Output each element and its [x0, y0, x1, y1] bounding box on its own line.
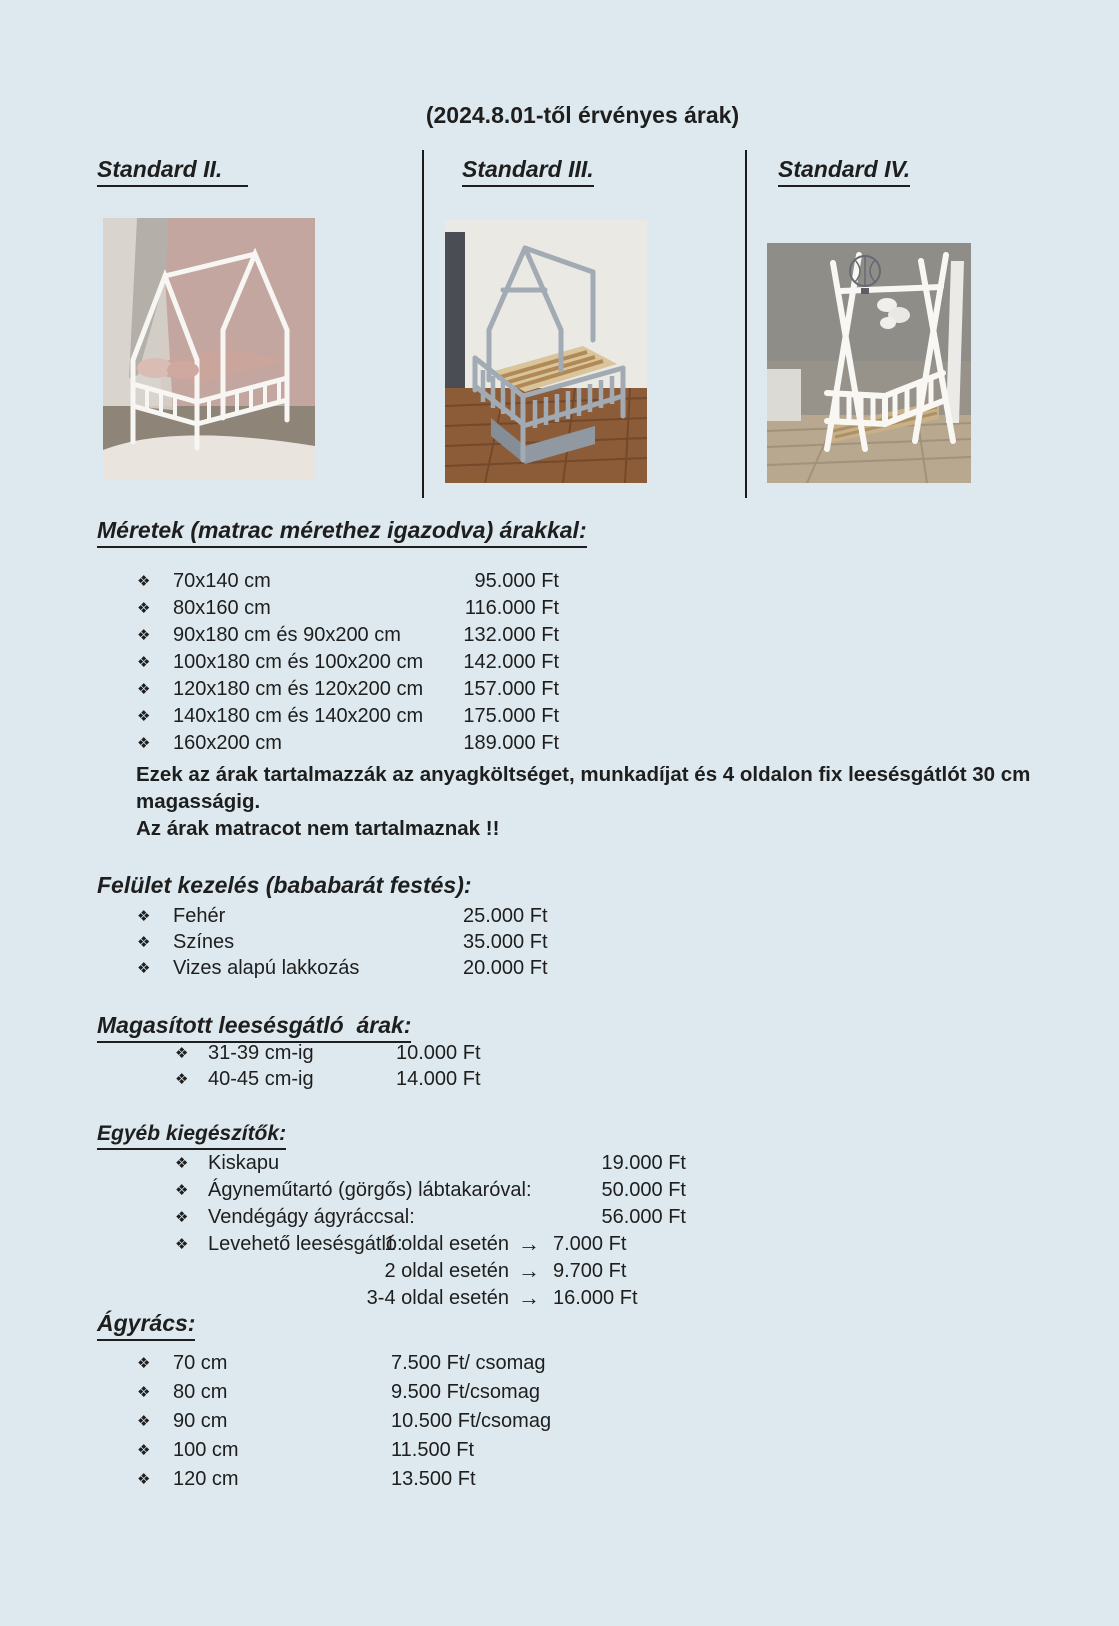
removable-rail-label: Levehető leesésgátló:: [208, 1233, 403, 1255]
page-title: (2024.8.01-től érvényes árak): [425, 102, 740, 128]
size-label: 100x180 cm és 100x200 cm: [173, 651, 424, 673]
surface-price: 25.000 Ft: [463, 905, 548, 927]
bullet-icon: ❖: [175, 1045, 189, 1062]
standard-iii-bed-photo: [445, 220, 647, 483]
bullet-icon: ❖: [137, 573, 151, 590]
column-header-standard-2: Standard II.: [97, 156, 248, 187]
bullet-icon: ❖: [137, 960, 151, 977]
size-label: 120x180 cm és 120x200 cm: [173, 678, 424, 700]
surface-row: [97, 957, 1077, 984]
arrow-icon: →: [518, 1231, 540, 1256]
bullet-icon: ❖: [175, 1209, 189, 1226]
removable-rail-option-row: [97, 1287, 1077, 1314]
price-includes-note: Ezek az árak tartalmazzák az anyagköltséget, munkadíjat és 4 oldalon fix leesésgátlót 30 cm magasságig.: [136, 763, 1031, 813]
surface-label: Vizes alapú lakkozás: [173, 957, 360, 979]
standard-iv-bed-photo: [767, 243, 971, 483]
extras-price: 19.000 Ft: [601, 1152, 686, 1174]
bed-base-label: 120 cm: [173, 1468, 239, 1490]
bullet-icon: ❖: [137, 1471, 151, 1488]
bed-base-price: 13.500 Ft: [391, 1468, 476, 1490]
bullet-icon: ❖: [137, 708, 151, 725]
size-price: 132.000 Ft: [463, 624, 559, 646]
removable-option-price: 16.000 Ft: [553, 1287, 638, 1309]
bullet-icon: ❖: [175, 1182, 189, 1199]
extras-row: [97, 1179, 1077, 1206]
size-row: [97, 624, 1077, 651]
column-divider-1: [422, 150, 424, 498]
size-row: [97, 705, 1077, 732]
arrow-icon: →: [518, 1285, 540, 1310]
bullet-icon: ❖: [175, 1155, 189, 1172]
no-mattress-note: Az árak matracot nem tartalmaznak !!: [136, 817, 500, 840]
size-label: 140x180 cm és 140x200 cm: [173, 705, 424, 727]
bullet-icon: ❖: [137, 908, 151, 925]
raised-rail-price: 10.000 Ft: [396, 1042, 481, 1064]
bullet-icon: ❖: [137, 681, 151, 698]
bed-base-label: 100 cm: [173, 1439, 239, 1461]
extras-row: [97, 1152, 1077, 1179]
bed-base-heading: Ágyrács:: [97, 1310, 195, 1341]
sizes-heading: Méretek (matrac mérethez igazodva) árakkal:: [97, 517, 587, 548]
bed-base-label: 80 cm: [173, 1381, 228, 1403]
bullet-icon: ❖: [137, 735, 151, 752]
bed-base-label: 70 cm: [173, 1352, 228, 1374]
bullet-icon: ❖: [137, 1413, 151, 1430]
removable-option-label: 1 oldal esetén: [384, 1233, 509, 1255]
size-price: 189.000 Ft: [463, 732, 559, 754]
raised-rail-row: [97, 1042, 1077, 1069]
bullet-icon: ❖: [137, 1442, 151, 1459]
size-price: 95.000 Ft: [474, 570, 559, 592]
extras-label: Ágyneműtartó (görgős) lábtakaróval:: [208, 1179, 532, 1201]
raised-rail-price: 14.000 Ft: [396, 1068, 481, 1090]
extras-price: 50.000 Ft: [601, 1179, 686, 1201]
bed-base-price: 9.500 Ft/csomag: [391, 1381, 540, 1403]
standard-ii-bed-photo: [103, 218, 315, 480]
size-label: 90x180 cm és 90x200 cm: [173, 624, 401, 646]
size-row: [97, 678, 1077, 705]
extras-price: 56.000 Ft: [601, 1206, 686, 1228]
surface-price: 35.000 Ft: [463, 931, 548, 953]
surface-row: [97, 905, 1077, 932]
extras-row: [97, 1206, 1077, 1233]
bed-base-row: [97, 1410, 1077, 1437]
removable-option-label: 2 oldal esetén: [384, 1260, 509, 1282]
bullet-icon: ❖: [137, 600, 151, 617]
bullet-icon: ❖: [137, 934, 151, 951]
raised-rail-label: 40-45 cm-ig: [208, 1068, 314, 1090]
size-row: [97, 597, 1077, 624]
bed-base-price: 7.500 Ft/ csomag: [391, 1352, 546, 1374]
bed-base-price: 10.500 Ft/csomag: [391, 1410, 552, 1432]
size-row: [97, 732, 1077, 759]
extras-label: Kiskapu: [208, 1152, 280, 1174]
size-label: 70x140 cm: [173, 570, 271, 592]
bed-base-row: [97, 1352, 1077, 1379]
column-header-standard-4: Standard IV.: [778, 156, 910, 187]
removable-option-price: 7.000 Ft: [553, 1233, 627, 1255]
surface-label: Színes: [173, 931, 235, 953]
column-divider-2: [745, 150, 747, 498]
bed-base-row: [97, 1439, 1077, 1466]
bullet-icon: ❖: [175, 1236, 189, 1253]
raised-rail-heading: Magasított leesésgátló árak:: [97, 1012, 411, 1043]
removable-rail-option-row: [97, 1260, 1077, 1287]
size-label: 160x200 cm: [173, 732, 282, 754]
surface-row: [97, 931, 1077, 958]
surface-label: Fehér: [173, 905, 226, 927]
bullet-icon: ❖: [175, 1071, 189, 1088]
bed-base-row: [97, 1468, 1077, 1495]
size-price: 175.000 Ft: [463, 705, 559, 727]
extras-label: Vendégágy ágyráccsal:: [208, 1206, 415, 1228]
removable-option-label: 3-4 oldal esetén: [366, 1287, 509, 1309]
arrow-icon: →: [518, 1258, 540, 1283]
size-price: 116.000 Ft: [464, 597, 559, 619]
bed-base-price: 11.500 Ft: [391, 1439, 475, 1461]
removable-rail-row: [97, 1233, 1077, 1260]
bed-base-row: [97, 1381, 1077, 1408]
size-price: 157.000 Ft: [463, 678, 559, 700]
surface-heading: Felület kezelés (bababarát festés):: [97, 872, 472, 898]
surface-price: 20.000 Ft: [463, 957, 548, 979]
bullet-icon: ❖: [137, 654, 151, 671]
raised-rail-label: 31-39 cm-ig: [208, 1042, 314, 1064]
bed-base-label: 90 cm: [173, 1410, 228, 1432]
column-header-standard-3: Standard III.: [462, 156, 594, 187]
size-row: [97, 651, 1077, 678]
raised-rail-row: [97, 1068, 1077, 1095]
bullet-icon: ❖: [137, 627, 151, 644]
bullet-icon: ❖: [137, 1384, 151, 1401]
size-row: [97, 570, 1077, 597]
extras-heading: Egyéb kiegészítők:: [97, 1122, 286, 1150]
size-price: 142.000 Ft: [463, 651, 559, 673]
bullet-icon: ❖: [137, 1355, 151, 1372]
removable-option-price: 9.700 Ft: [553, 1260, 627, 1282]
size-label: 80x160 cm: [173, 597, 271, 619]
